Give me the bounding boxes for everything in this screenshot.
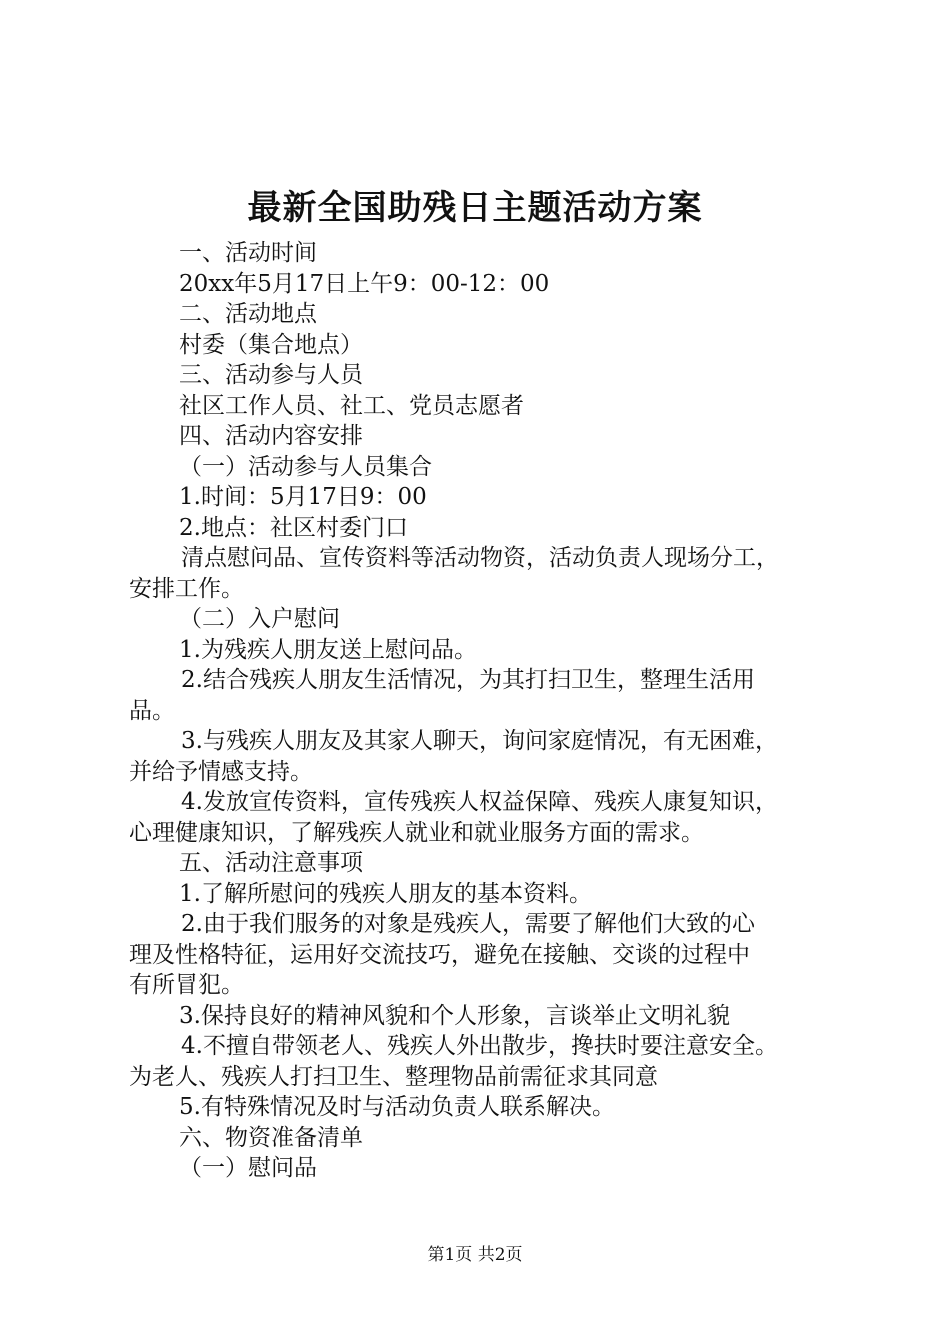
body-line: 一、活动时间: [179, 240, 317, 266]
document-body: [129, 238, 849, 1184]
body-line: 1.为残疾人朋友送上慰问品。: [179, 636, 477, 663]
body-line: 心理健康知识，了解残疾人就业和就业服务方面的需求。: [129, 819, 704, 846]
body-line: 四、活动内容安排: [179, 423, 363, 449]
body-line: 4.发放宣传资料，宣传残疾人权益保障、残疾人康复知识，: [181, 789, 778, 815]
body-line: 清点慰问品、宣传资料等活动物资，活动负责人现场分工，: [181, 545, 779, 571]
body-line: 5.有特殊情况及时与活动负责人联系解决。: [179, 1094, 615, 1120]
body-line: 2.地点：社区村委门口: [179, 514, 408, 541]
body-line: 品。: [129, 697, 175, 724]
body-line: 2.结合残疾人朋友生活情况，为其打扫卫生，整理生活用: [181, 667, 755, 693]
body-line: （一）慰问品: [179, 1155, 317, 1181]
body-line: 理及性格特征，运用好交流技巧，避免在接触、交谈的过程中: [129, 941, 750, 968]
body-line: 1.了解所慰问的残疾人朋友的基本资料。: [179, 880, 592, 907]
body-line: 20xx年5月17日上午9：00-12：00: [179, 270, 550, 297]
body-line: 二、活动地点: [179, 301, 317, 327]
body-line: 为老人、残疾人打扫卫生、整理物品前需征求其同意: [129, 1063, 658, 1090]
body-line: 并给予情感支持。: [129, 758, 313, 785]
body-line: 4.不擅自带领老人、残疾人外出散步，搀扶时要注意安全。: [181, 1033, 778, 1059]
body-line: 三、活动参与人员: [179, 362, 363, 388]
document-title: 最新全国助残日主题活动方案: [247, 188, 703, 228]
body-line: 六、物资准备清单: [179, 1124, 363, 1151]
body-line: 社区工作人员、社工、党员志愿者: [179, 392, 524, 419]
body-line: 有所冒犯。: [129, 972, 244, 998]
body-line: 安排工作。: [129, 575, 244, 602]
body-line: （一）活动参与人员集合: [179, 453, 432, 480]
page-footer: 第1页 共2页: [427, 1245, 523, 1265]
body-line: 1.时间：5月17日9：00: [179, 484, 427, 510]
body-line: 村委（集合地点）: [179, 331, 363, 358]
body-line: （二）入户慰问: [179, 606, 340, 632]
body-line: 五、活动注意事项: [179, 850, 363, 876]
body-line: 3.与残疾人朋友及其家人聊天，询问家庭情况，有无困难，: [181, 728, 778, 754]
body-line: 2.由于我们服务的对象是残疾人，需要了解他们大致的心: [181, 911, 755, 937]
body-line: 3.保持良好的精神风貌和个人形象，言谈举止文明礼貌: [179, 1002, 730, 1029]
